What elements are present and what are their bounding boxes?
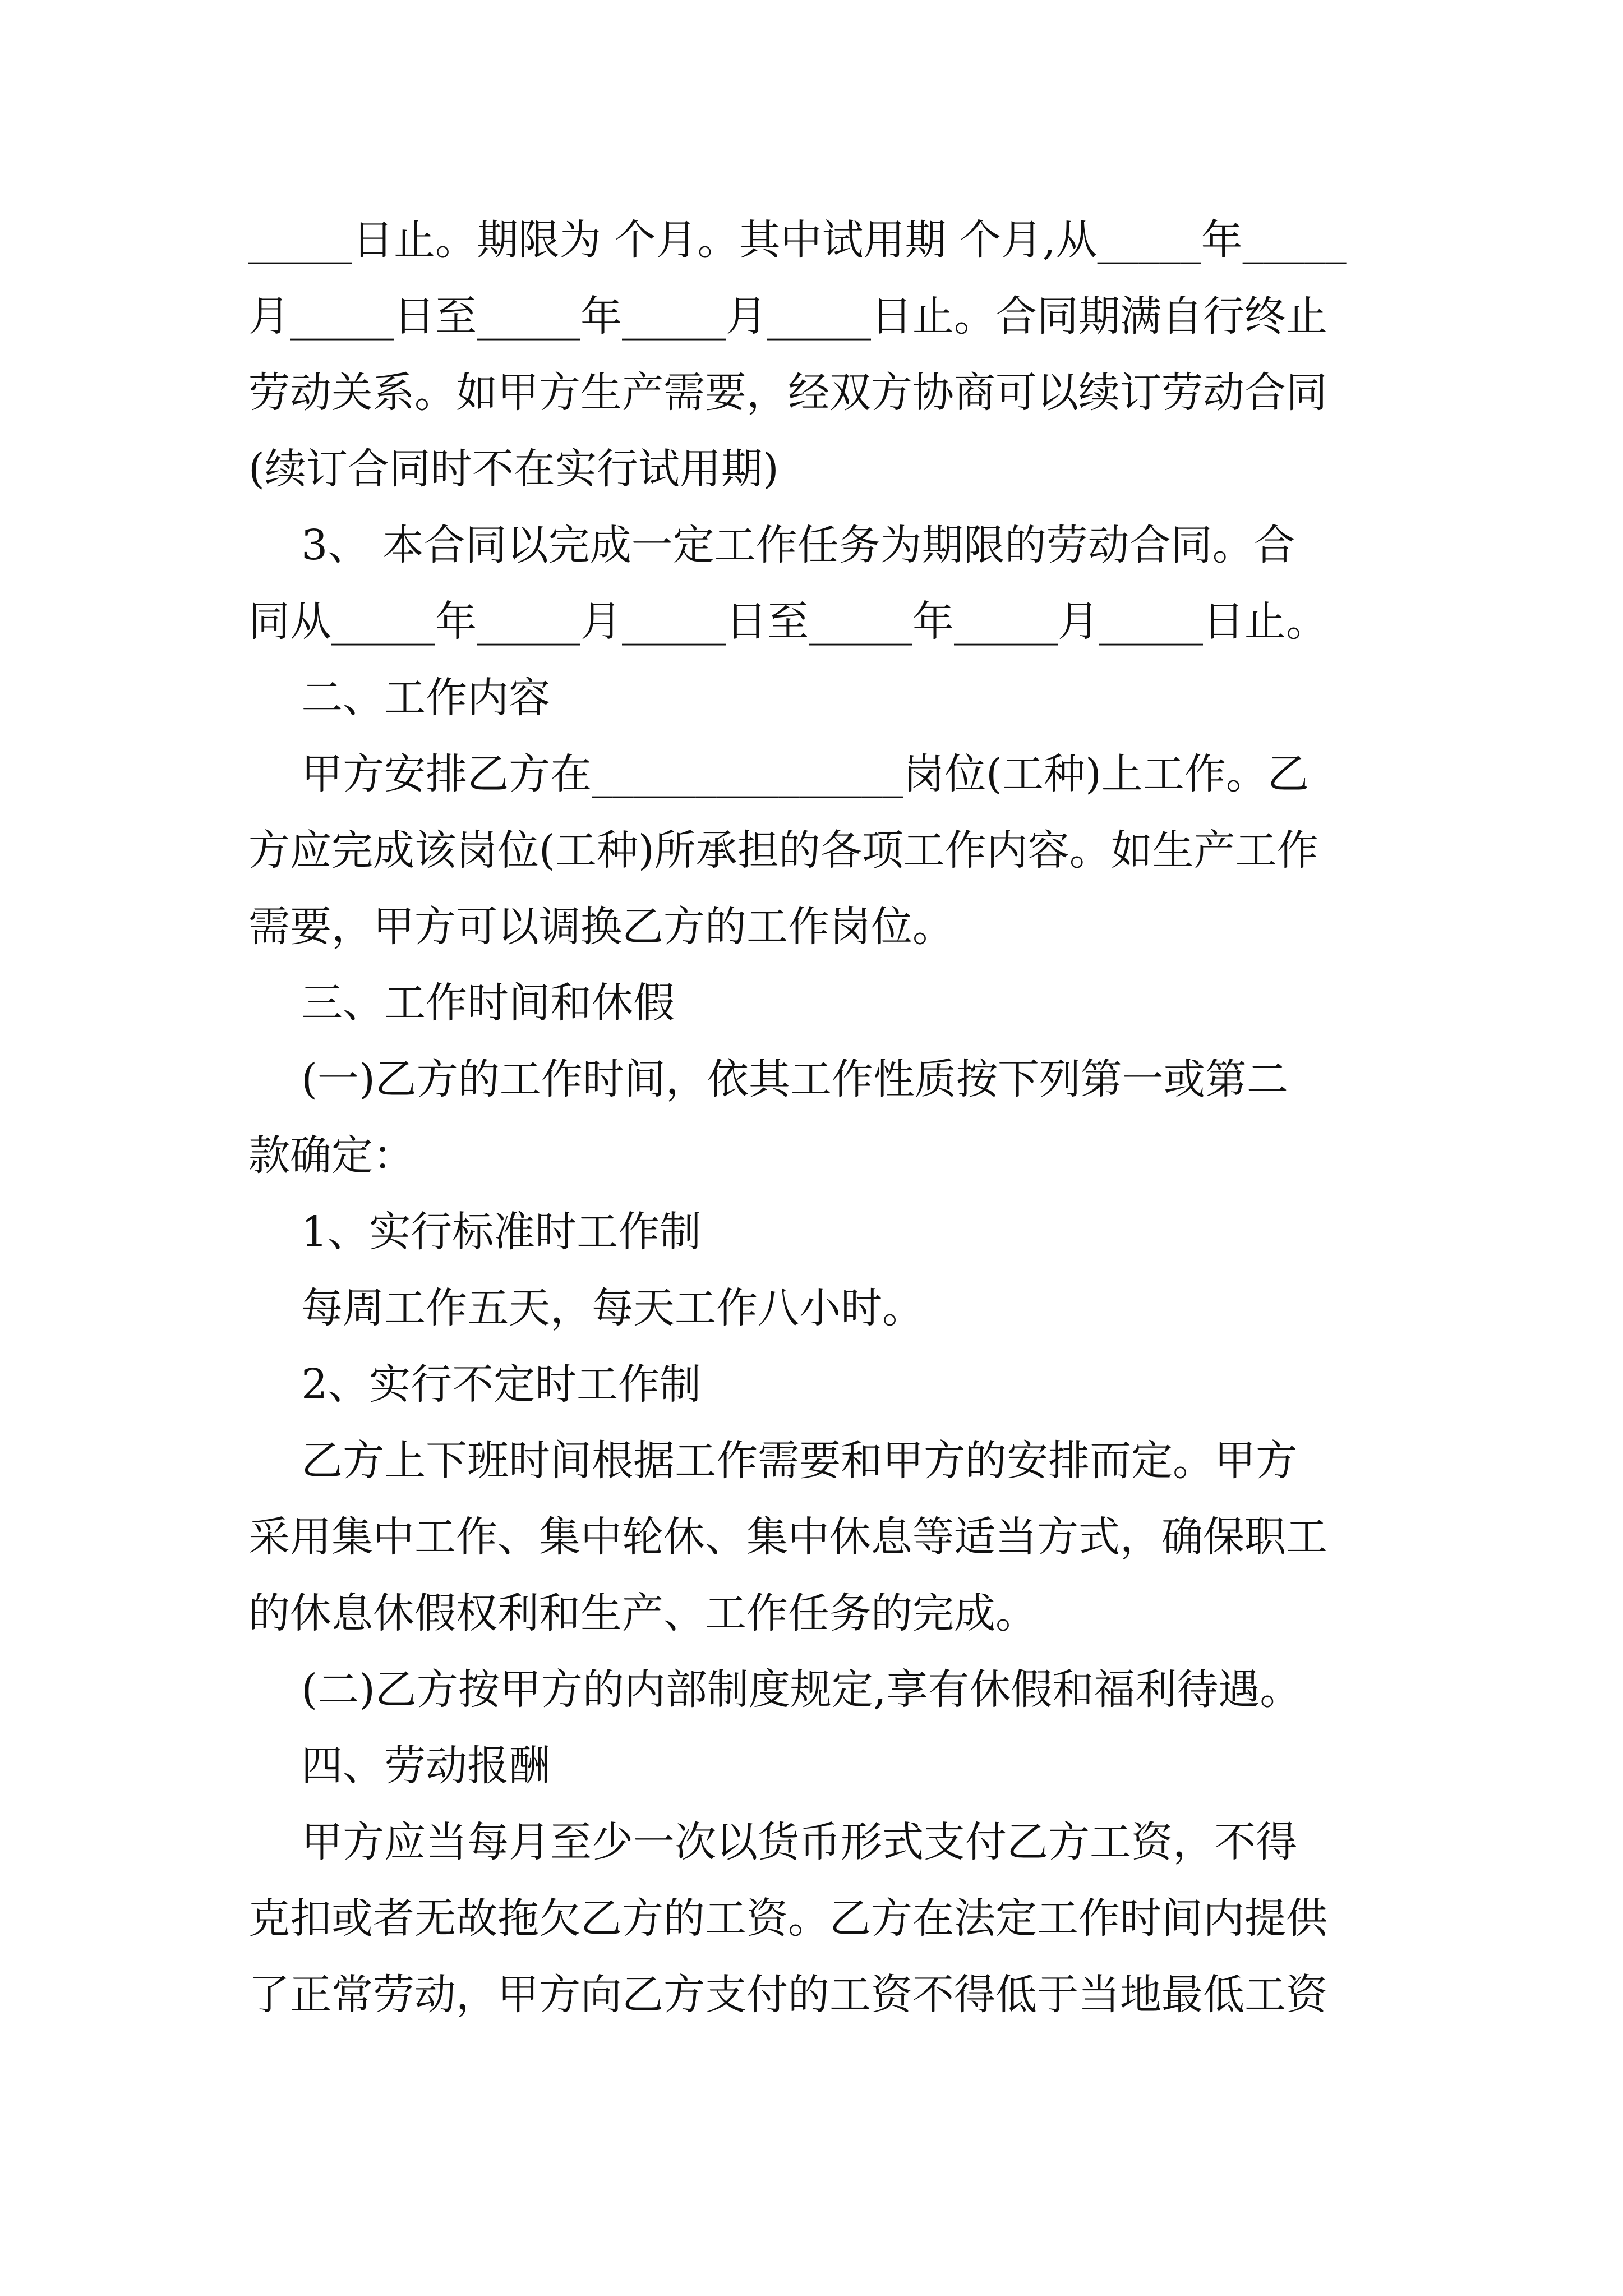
text-line: _____日止。期限为 个月。其中试用期 个月,从_____年_____ (248, 216, 1347, 264)
text-line: 每周工作五天，每天工作八小时。 (248, 1284, 924, 1332)
text-line: 乙方上下班时间根据工作需要和甲方的安排而定。甲方 (248, 1437, 1298, 1485)
section-heading: 四、劳动报酬 (248, 1742, 551, 1790)
text-line: 采用集中工作、集中轮休、集中休息等适当方式，确保职工 (248, 1513, 1327, 1561)
document-body (248, 202, 1381, 2033)
text-line: 克扣或者无故拖欠乙方的工资。乙方在法定工作时间内提供 (248, 1894, 1327, 1943)
section-heading: 三、工作时间和休假 (248, 979, 675, 1027)
text-line: (续订合同时不在实行试用期) (248, 445, 779, 493)
text-line: (二)乙方按甲方的内部制度规定,享有休假和福利待遇。 (248, 1665, 1302, 1714)
text-line: 的休息休假权利和生产、工作任务的完成。 (248, 1589, 1037, 1637)
text-line: 劳动关系。如甲方生产需要，经双方协商可以续订劳动合同 (248, 369, 1327, 417)
text-line: 需要，甲方可以调换乙方的工作岗位。 (248, 903, 954, 951)
text-line: (一)乙方的工作时间，依其工作性质按下列第一或第二 (248, 1055, 1288, 1103)
text-line: 3、 本合同以完成一定工作任务为期限的劳动合同。合 (248, 521, 1295, 569)
section-heading: 二、工作内容 (248, 674, 551, 722)
text-line: 款确定： (248, 1131, 414, 1180)
text-line: 方应完成该岗位(工种)所承担的各项工作内容。如生产工作 (248, 826, 1318, 875)
text-line: 了正常劳动，甲方向乙方支付的工资不得低于当地最低工资 (248, 1971, 1327, 2019)
text-line: 甲方应当每月至少一次以货币形式支付乙方工资，不得 (248, 1818, 1298, 1866)
text-line: 2、实行不定时工作制 (248, 1360, 702, 1409)
text-line: 1、实行标准时工作制 (248, 1208, 702, 1256)
text-line: 甲方安排乙方在_______________岗位(工种)上工作。乙 (248, 750, 1309, 798)
text-line: 同从_____年_____月_____日至_____年_____月_____日止。 (248, 597, 1327, 646)
text-line: 月_____日至_____年_____月_____日止。合同期满自行终止 (248, 292, 1327, 341)
